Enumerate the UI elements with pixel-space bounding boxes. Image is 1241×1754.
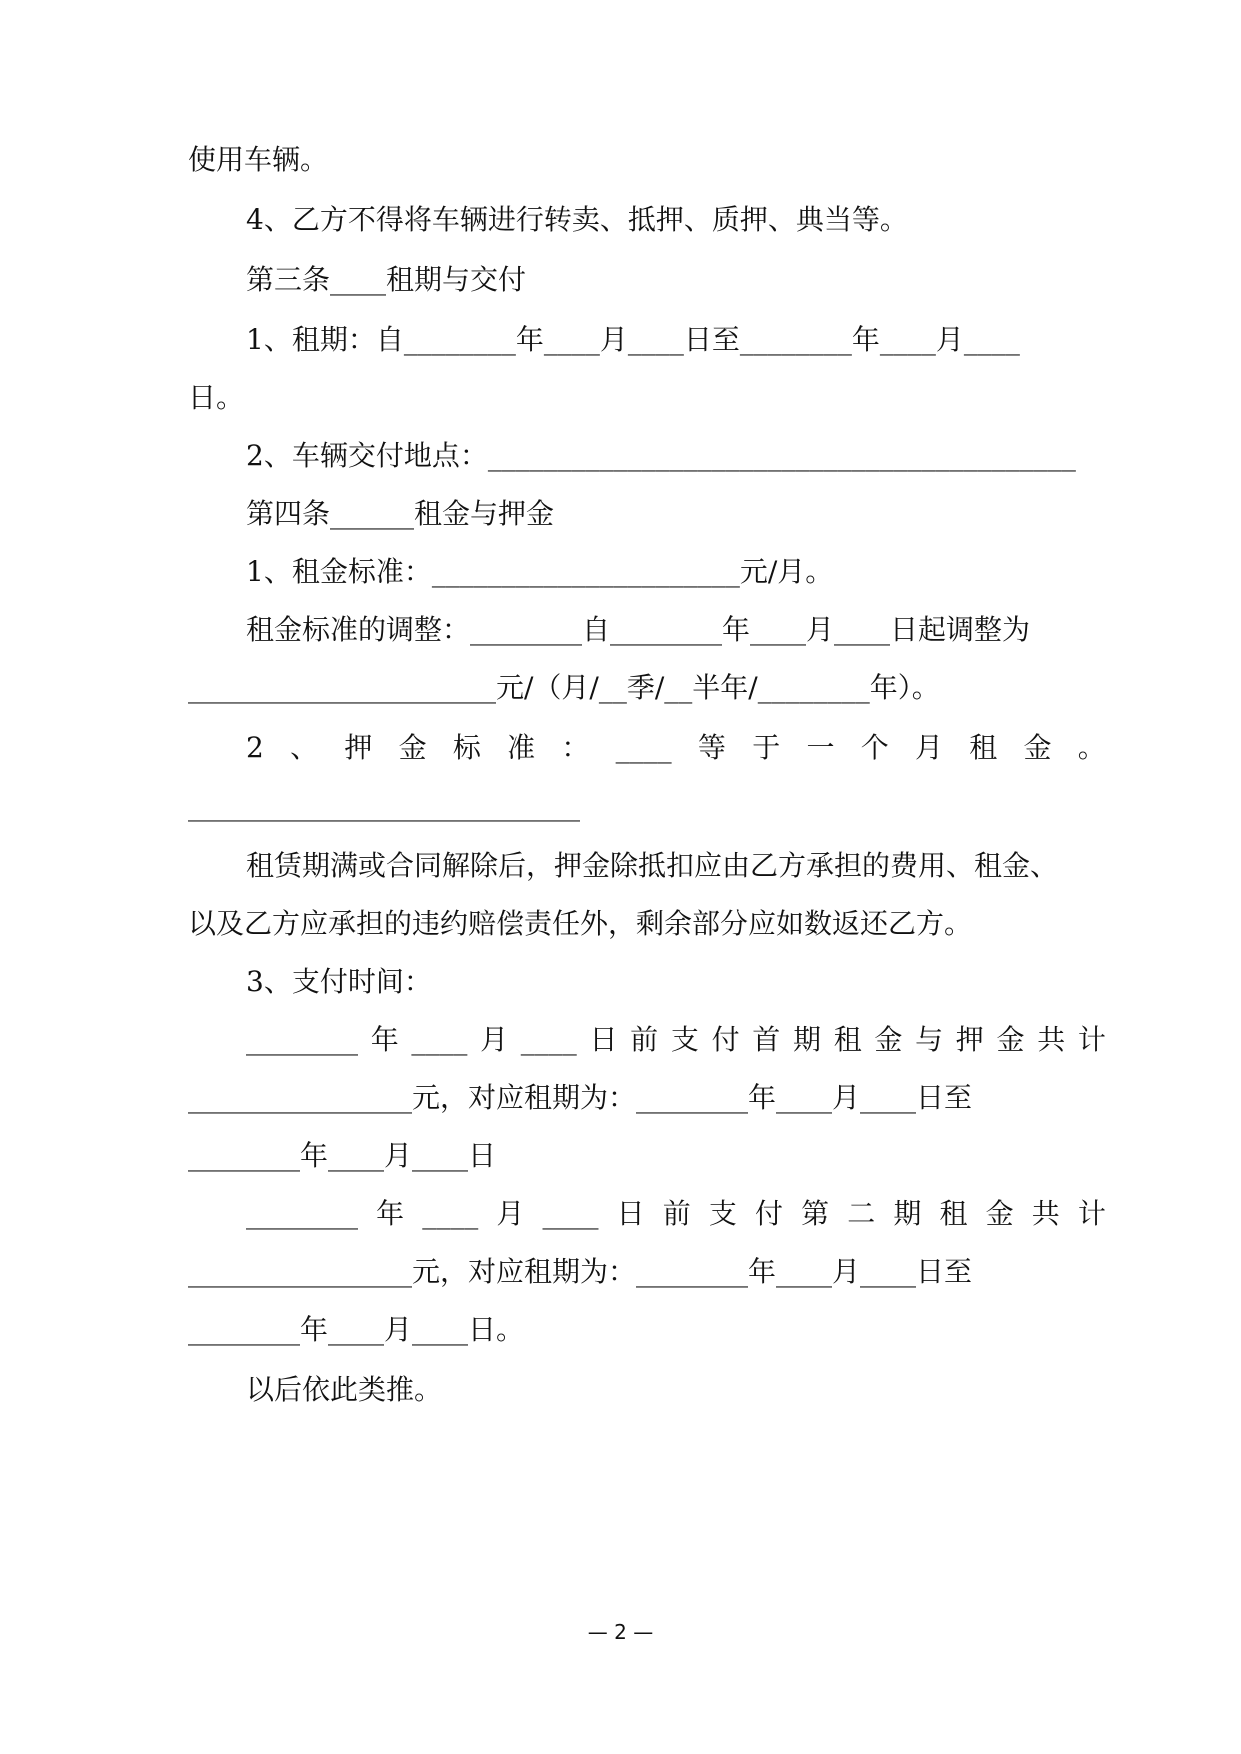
text-part: 前 [662,1197,691,1230]
text-part: 金 [398,731,427,764]
text-part: 共 [1037,1023,1066,1056]
text-part: 支 [708,1197,737,1230]
text-part: ____ [615,731,672,764]
blank-line: ____________________________ [188,789,580,822]
text-part: 租 [969,731,998,764]
lease-term-line: 1、租期：自________年____月____日至________年____月____ [246,323,1020,356]
payment-time-heading: 3、支付时间： [246,965,432,998]
text-part: 租 [833,1023,862,1056]
first-payment-end-line: ________年____月____日 [188,1139,497,1172]
text-part: 。 [1077,731,1106,764]
text-part: 月 [914,731,943,764]
text-line: 以后依此类推。 [246,1373,443,1406]
first-payment-cont-line: ________________元，对应租期为：________年____月____日至 [188,1081,973,1114]
text-part: 支 [670,1023,699,1056]
second-payment-end-line: ________年____月____日。 [188,1313,525,1346]
text-part: 于 [752,731,781,764]
text-part: 金 [1023,731,1052,764]
text-part: 月 [480,1023,509,1056]
text-part: 金 [985,1197,1014,1230]
text-part: 金 [996,1023,1025,1056]
text-part: 月 [496,1197,525,1230]
text-part: 日 [616,1197,645,1230]
text-part: 计 [1077,1023,1106,1056]
text-part: ________ [246,1023,358,1056]
text-part: 期 [893,1197,922,1230]
delivery-location-line: 2、车辆交付地点：__________________________________________ [246,439,1076,472]
text-part: 年 [370,1023,399,1056]
text-line: 使用车辆。 [188,143,329,176]
text-part: 计 [1077,1197,1106,1230]
text-part: 年 [376,1197,405,1230]
text-part: 一 [806,731,835,764]
text-part: 日 [589,1023,618,1056]
text-part: 准 [507,731,536,764]
text-part: 押 [344,731,373,764]
text-part: ____ [520,1023,577,1056]
text-part: 与 [915,1023,944,1056]
rent-adjustment-cont-line: ______________________元/（月/__季/__半年/________年）。 [188,671,940,704]
text-part: 租 [939,1197,968,1230]
text-part: 、 [290,731,319,764]
rent-standard-line: 1、租金标准：______________________元/月。 [246,555,834,588]
text-part: 第 [801,1197,830,1230]
text-part: 个 [860,731,889,764]
clause-item-4: 4、乙方不得将车辆进行转卖、抵押、质押、典当等。 [246,203,908,236]
text-part: 首 [752,1023,781,1056]
text-part: 2 [246,731,264,764]
text-part: 二 [847,1197,876,1230]
text-part: ____ [411,1023,468,1056]
deposit-return-cont-line: 以及乙方应承担的违约赔偿责任外，剩余部分应如数返还乙方。 [188,907,973,940]
text-part: 共 [1031,1197,1060,1230]
text-part: 前 [630,1023,659,1056]
text-part: ： [561,731,590,764]
text-part: ________ [246,1197,358,1230]
text-part: 等 [697,731,726,764]
text-part: ____ [542,1197,599,1230]
text-part: ____ [422,1197,479,1230]
text-part: 押 [955,1023,984,1056]
first-payment-line [246,1020,1106,1060]
deposit-standard-line [246,728,1106,768]
text-part: 付 [754,1197,783,1230]
page-number: — 2 — [587,1620,654,1644]
text-line: 日。 [188,381,245,414]
article-4-heading: 第四条______租金与押金 [246,497,555,530]
deposit-return-line: 租赁期满或合同解除后，押金除抵扣应由乙方承担的费用、租金、 [246,849,1059,882]
text-part: 付 [711,1023,740,1056]
article-3-heading: 第三条____租期与交付 [246,263,527,296]
text-part: 金 [874,1023,903,1056]
rent-adjustment-line: 租金标准的调整：________自________年____月____日起调整为 [246,613,1031,646]
text-part: 期 [792,1023,821,1056]
second-payment-cont-line: ________________元，对应租期为：________年____月____日至 [188,1255,973,1288]
text-part: 标 [452,731,481,764]
second-payment-line [246,1194,1106,1234]
